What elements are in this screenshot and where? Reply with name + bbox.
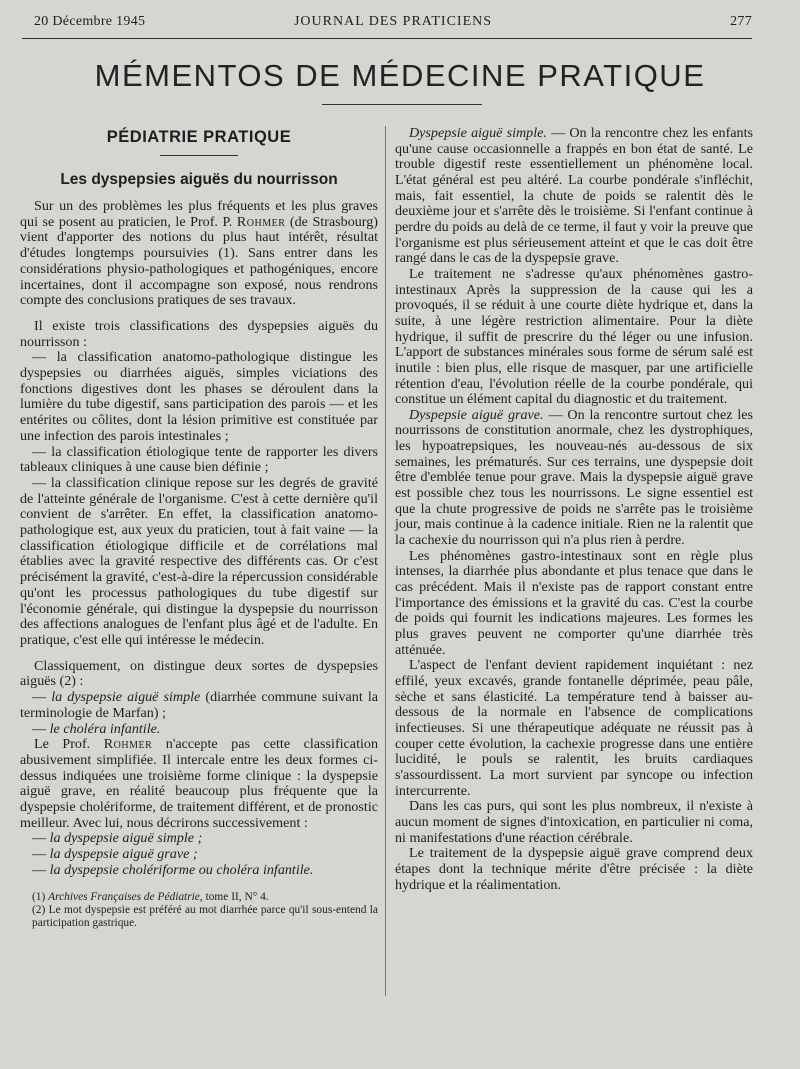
paragraph-anatomo: — la classification anatomo-pathologique distingue les dyspepsies ou diarrhées aiguës, simples viciations des fonctions digestives dont les phases se déroulent dans la lumière du tube digestif, sans participation des parois — et les entérites ou côlites, dont la lésion primitive est constituée par une infection des parois intestinales ;: [20, 349, 378, 444]
italic-term: la dyspepsie cholériforme ou choléra infantile.: [49, 861, 314, 878]
paragraph-text: — On la rencontre chez les enfants qu'une cause occasionnelle a frappés en bon état de santé. Le trouble digestif reste essentiellement un phénomène local. L'état général est peu altéré. La courbe pondérale s'infléchit, mais, fait essentiel, la chute de poids se ralentit dès le deuxième jour et s'arrête dès le troisième. Si l'enfant continue à perdre du poids au delà de ce terme, il faut y voir la preuve que l'organisme est plus sérieusement atteint et que le cas doit être rangé dans le cas de la dyspepsie grave.: [395, 125, 753, 267]
section-title: PÉDIATRIE PRATIQUE: [106, 128, 292, 146]
paragraph-text: n'accepte pas cette classification abusivement simplifiée. Il intercale entre les deux formes ci-dessus indiquées une troisième forme clinique : la dyspepsie aiguë grave, en réalité beaucoup plus fréquente que la dyspepsie cholériforme, de traitement différent, et de pronostic meilleur. Avec lui, nous décrirons successivement :: [20, 736, 378, 831]
left-column: [20, 122, 378, 930]
list-item: [20, 863, 378, 879]
paragraph-clinique: — la classification clinique repose sur les degrés de gravité de l'atteinte générale de l'organisme. C'est à cette dernière qu'il convient de s'arrêter. En effet, la classification anatomo-pathologique est, aux yeux du praticien, tout à fait vaine — la classification étiologique difficile et de corrélations mal établies avec la gravité respective des différents cas. Or c'est précisément la gravité, c'est-à-dire la répercussion considérable qu'ont les processus pathologiques du tube digestif sur l'économie générale, qui distingue la dyspepsie du nourrisson des affections analogues de l'enfant plus âgé et de l'adulte. En pratique, c'est elle qui intéresse le médecin.: [20, 474, 378, 648]
header-journal-name: JOURNAL DES PRATICIENS: [293, 14, 493, 29]
paragraph-text: Le Prof.: [34, 736, 104, 753]
paragraph-classifications: Il existe trois classifications des dyspepsies aiguës du nourrisson :: [20, 317, 378, 350]
list-item: [20, 722, 378, 738]
dash: —: [32, 846, 50, 863]
paragraph-traitement-grave: Le traitement de la dyspepsie aiguë grave comprend deux étapes dont la technique mérite d'être précisée : la diète hydrique et la réalimentation.: [395, 845, 753, 893]
header-date: 20 Décembre 1945: [34, 14, 146, 29]
dash: —: [32, 689, 52, 706]
paragraph-classiquement: Classiquement, on distingue deux sortes de dyspepsies aiguës (2) :: [20, 657, 378, 690]
main-title: MÉMENTOS DE MÉDECINE PRATIQUE: [94, 58, 706, 93]
italic-term: la dyspepsie aiguë grave ;: [49, 846, 198, 863]
paragraph-cas-purs: Dans les cas purs, qui sont les plus nombreux, il n'existe à aucun moment de signes d'intoxication, en particulier ni coma, ni manifestations d'une réaction cérébrale.: [395, 798, 753, 846]
paragraph-intro: [20, 199, 378, 309]
section-rule: [160, 155, 238, 156]
dash: —: [32, 720, 50, 737]
author-name: Rohmer: [103, 736, 153, 753]
footnote-2: (2) Le mot dyspepsie est préféré au mot diarrhée parce qu'il sous-entend la participation gastrique.: [32, 903, 378, 929]
paragraph-phenomenes: Les phénomènes gastro-intestinaux sont en règle plus intenses, la diarrhée plus abondante et plus tenace que dans le cas précédent. Mais il n'existe pas de rapport constant entre l'importance des émissions et la gravité du cas. C'est la courbe de poids qui fournit les indications majeures. Les formes les plus graves peuvent ne comporter qu'une diarrhée très atténuée.: [395, 547, 753, 658]
journal-reference: Archives Françaises de Pédiatrie: [48, 890, 200, 903]
list-text: (diarrhée commune suivant la terminologie de Marfan) ;: [20, 689, 378, 721]
list-item: [20, 690, 378, 721]
paragraph-rohmer: [20, 737, 378, 831]
dash: —: [32, 861, 50, 878]
footnote-text: , tome II, N° 4.: [199, 890, 269, 903]
list-item: [20, 831, 378, 847]
paragraph-traitement-simple: Le traitement ne s'adresse qu'aux phénomènes gastro-intestinaux Après la suppression de la cause qui les a provoqués, il se réduit à une courte diète hydrique et, dans la suite, à une légère restriction alimentaire. Pour la diète hydrique, il suffit de prescrire du thé léger ou une infusion. L'apport de substances minérales sous forme de sérum salé est inutile : bien plus, elle risque de masquer, par une artificielle rétention d'eau, l'évolution réelle de la courbe pondérale, qui constitue un élément capital du diagnostic et du traitement.: [395, 265, 753, 408]
right-column: [395, 126, 753, 893]
list-item: [20, 847, 378, 863]
header-rule: [22, 38, 752, 39]
article-title: Les dyspepsies aiguës du nourrisson: [60, 171, 338, 188]
dash: —: [32, 830, 50, 847]
paragraph-text: Sur un des problèmes les plus fréquents et les plus graves qui se posent au praticien, le Prof. P.: [20, 198, 378, 230]
paragraph-aspect: L'aspect de l'enfant devient rapidement inquiétant : nez effilé, yeux excavés, grande fontanelle déprimée, peau pâle, sèche et sans élasticité. La température tend à baisser au-dessous de la normale en l'absence de complications infectieuses. Si une thérapeutique adéquate ne réussit pas à couper cette évolution, la cachexie progresse dans une entière lucidité, le pouls se ralentit, les bruits cardiaques s'assourdissent. La mort survient par syncope ou infection intercurrente.: [395, 657, 753, 799]
paragraph-dyspepsie-grave: [395, 408, 753, 549]
footnote-1: [20, 891, 378, 904]
author-name: Rohmer: [236, 213, 286, 230]
title-rule: [322, 104, 482, 105]
subsection-heading: Dyspepsie aiguë simple.: [409, 125, 547, 141]
italic-term: le choléra infantile.: [49, 720, 161, 737]
paragraph-etiologique: — la classification étiologique tente de rapporter les divers tableaux cliniques à une cause bien définie ;: [20, 443, 378, 476]
subsection-heading: Dyspepsie aiguë grave.: [409, 406, 544, 423]
paragraph-text: — On la rencontre surtout chez les nourrissons de constitution anormale, chez les dystrophiques, les hypoatrepsiques, les nouveau-nés au-dessous de six semaines, les prématurés. Sur ces terrains, une dyspepsie doit être d'emblée tenue pour grave. Mais la dyspepsie aiguë grave est possible chez tous les nourrissons. Le signe essentiel est que la chute progressive de poids ne s'arrête pas le troisième jour, mais continue à la cadence initiale. Rien ne la ralentit que la cachexie du nourrisson qui n'a plus rien à perdre.: [395, 406, 753, 549]
footnotes: [20, 891, 378, 930]
column-divider: [385, 126, 386, 996]
italic-term: la dyspepsie aiguë simple ;: [49, 830, 203, 847]
paragraph-text: (de Strasbourg) vient d'apporter des notions du plus haut intérêt, résultat d'études longtemps poursuivies (1). Sans entrer dans les considérations physio-pathologiques et pathogéniques, encore incertaines, dont il accompagne son exposé, nous rendrons compte des conclusions pratiques de ses travaux.: [20, 213, 378, 309]
header-page-number: 277: [730, 14, 752, 29]
running-header: [34, 14, 752, 30]
footnote-marker: (1): [32, 890, 49, 903]
paragraph-dyspepsie-simple: [395, 126, 753, 267]
italic-term: la dyspepsie aiguë simple: [51, 689, 201, 706]
